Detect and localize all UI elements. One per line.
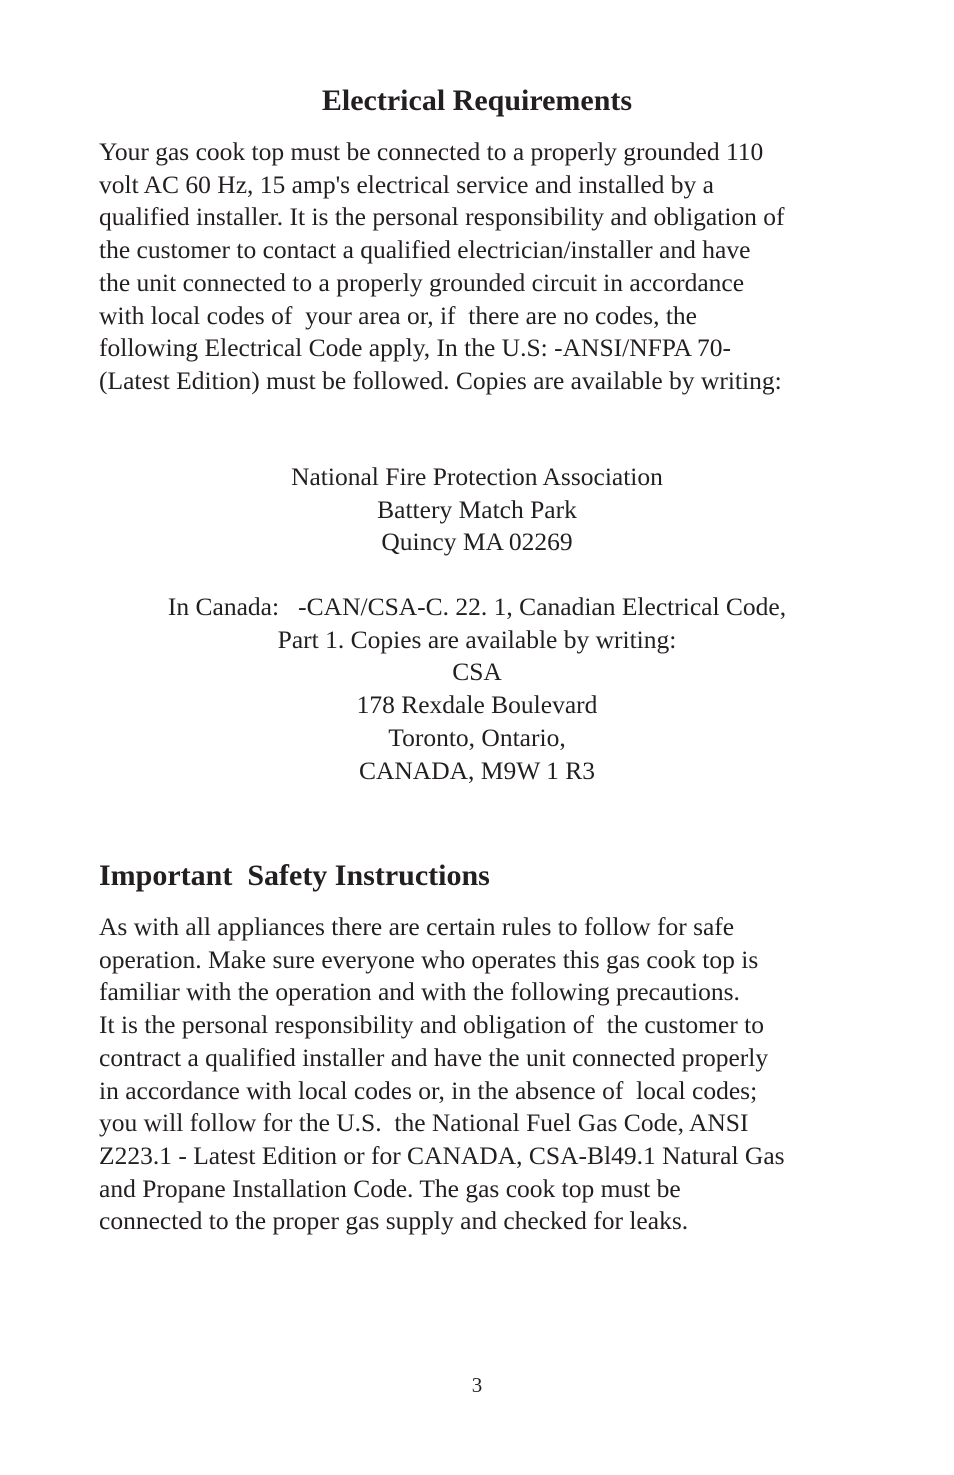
address-line: Toronto, Ontario, [388,722,566,752]
paragraph-line: Your gas cook top must be connected to a properly grounded 110 [99,137,764,166]
address-line: Battery Match Park [377,494,577,524]
paragraph-line: contract a qualified installer and have the unit connected properly [99,1042,769,1072]
paragraph-line: familiar with the operation and with the following precautions. [99,977,740,1007]
address-line: National Fire Protection Association [291,462,663,491]
electrical-requirements-heading: Electrical Requirements [321,84,633,117]
paragraph-line: with local codes of your area or, if there are no codes, the [99,300,697,330]
canada-code-line: Part 1. Copies are available by writing: [277,624,677,654]
address-line: 178 Rexdale Boulevard [356,690,598,720]
paragraph-line: volt AC 60 Hz, 15 amp's electrical service and installed by a [99,169,715,199]
paragraph-line: Z223.1 - Latest Edition or for CANADA, CSA-Bl49.1 Natural Gas [99,1140,785,1170]
electrical-requirements-paragraph [99,136,879,398]
nfpa-address-block [0,461,954,559]
safety-instructions-paragraph [99,911,879,1238]
canada-address-block [0,591,954,787]
paragraph-line: in accordance with local codes or, in the absence of local codes; [99,1075,758,1105]
address-line: CANADA, M9W 1 R3 [358,755,596,785]
page-number: 3 [471,1373,483,1397]
paragraph-line: connected to the proper gas supply and checked for leaks. [99,1206,689,1236]
paragraph-line: the unit connected to a properly grounded circuit in accordance [99,267,745,297]
paragraph-line: qualified installer. It is the personal responsibility and obligation of [99,202,785,232]
paragraph-line: and Propane Installation Code. The gas cook top must be [99,1173,681,1203]
paragraph-line: (Latest Edition) must be followed. Copies are available by writing: [99,365,782,395]
paragraph-line: following Electrical Code apply, In the U.S: -ANSI/NFPA 70- [99,333,732,363]
canada-code-line: In Canada: -CAN/CSA-C. 22. 1, Canadian Electrical Code, [167,592,787,621]
paragraph-line: It is the personal responsibility and obligation of the customer to [99,1010,765,1040]
paragraph-line: you will follow for the U.S. the National Fuel Gas Code, ANSI [99,1108,749,1138]
address-line: CSA [452,657,502,687]
address-line: Quincy MA 02269 [381,527,573,557]
paragraph-line: the customer to contact a qualified electrician/installer and have [99,235,751,265]
safety-instructions-heading: Important Safety Instructions [99,859,490,892]
paragraph-line: As with all appliances there are certain rules to follow for safe [99,912,735,941]
paragraph-line: operation. Make sure everyone who operates this gas cook top is [99,944,759,974]
